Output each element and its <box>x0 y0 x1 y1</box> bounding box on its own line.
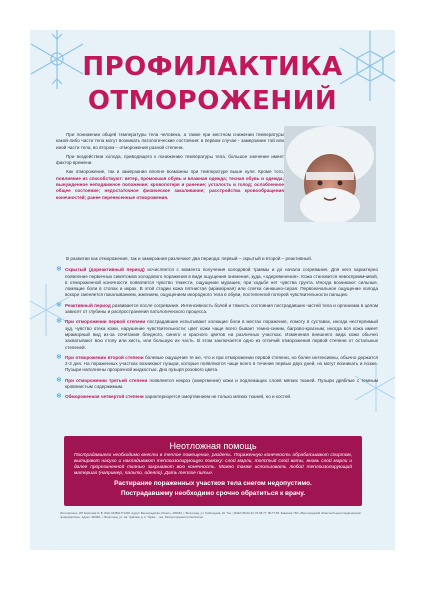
section-item <box>56 378 378 391</box>
section-text: характеризуется омертвением не только мягких тканей, но и костей. <box>145 394 292 400</box>
section-label: При отморожении третьей степени <box>65 377 148 383</box>
section-text: пострадавшие испытывают колющие боли в местах поражения, ломоту в суставах, иногда нестерпимый зуд, чувство отека кожи, нарушение чувствительности; цвет кожи чаще всего бывает темно-синим, багрово-красным; иногда вся кожа имеет мраморный вид из-за сочетания бледного, синего и красного цветов на различных участках. Изменения внешнего вида кожи обычно захватывают всю стопу или кисть, или большую их часть. В этом заключается одно из отличий отморожения первой степени от остальных степеней. <box>65 319 378 350</box>
emergency-title: Неотложная помощь <box>169 441 257 451</box>
section-label: При отморожении второй степени <box>65 354 144 360</box>
snowflake-bullet-icon: ❄ <box>56 318 62 326</box>
footer-imprint: Изготовитель: ИП Кирилова О. В. ИНН 344801771448. Адрес: Волгоградская область, 400064, г. Волгоград, ул. Грибоедова, 22. Тел.: (8442) 98-62-33, 97-98-77, 98-77-55. Заказчик: ГБУ «Волгоградский областной центр медицинской профилактики». Адрес: 400001, г. Волгоград, ул. им. Чуйкова, д. 2. Тираж ... экз. Распространяется бесплатно. <box>60 511 361 519</box>
section-item <box>56 394 378 400</box>
section-label: При отморожении первой степени <box>65 319 146 325</box>
emergency-warning: Пострадавшему необходимо срочно обратиться к врачу. <box>120 490 306 497</box>
snowflake-bullet-icon: ❄ <box>56 353 62 361</box>
intro-paragraph: При понижении общей температуры тела человека, а также при местном снижении температуры какой-либо части тела могут возникать патологические состояния: в первом случае - замерзание той или иной части тела, во втором – отморожения разной степени. <box>56 132 284 150</box>
intro-text <box>56 132 284 204</box>
section-label: Скрытый (дореактивный период) <box>65 267 145 273</box>
sections-text <box>56 256 378 405</box>
section-label: Обмороженная четвертой степени <box>65 394 144 400</box>
section-text: болевые ощущения те же, что и при отморожении первой степени, но более интенсивны, обычно держатся 2-3 дня. На пораженных участках возникают пузыри, которые появляются чаще всего в течение первых двух дней, но могут возникать и позже. Пузыри наполнены прозрачной жидкостью. Дно пузыря розового цвета. <box>65 354 378 373</box>
frozen-face-photo <box>284 126 376 222</box>
poster <box>30 30 395 550</box>
emergency-text: Пострадавшего необходимо внести в теплое помещение, раздеть. Пораженную конечность обрабатывают спиртом, вытирают насухо и накладывают теплоизолирующую повязку: слой марли, толстый слой ваты, вновь слой марли и далее прорезиненной тканью закрывают всю конечность. Можно также использовать любой теплоизолирующий материал (например, пальто, одеяло). Дать теплое питье. <box>74 453 352 476</box>
page-title-line1: ПРОФИЛАКТИКА <box>82 52 343 82</box>
section-item <box>56 267 378 298</box>
section-item <box>56 303 378 316</box>
risk-factors-text: повлияние из способствуют: ветер, промокшая обувь и влажная одежда; тесная обувь и одежда; вынужденное неподвижное положение; кровопотеря и ранение; усталость и голод; ослабленное общее состояние; недостаточное физическое закаливание; расстройства кровообращения конечностей; ранее перенесенные отморожения. <box>56 175 284 200</box>
section-item <box>56 319 378 350</box>
section-text: развивается после согревания. Интенсивность болей и тяжесть состояния пострадавших частей тела и организма в целом зависят от глубины и распространения патологического процесса. <box>65 302 379 315</box>
section-label: Реактивный период <box>65 302 111 308</box>
snowflake-bullet-icon: ❄ <box>56 393 62 401</box>
snowflake-bullet-icon: ❄ <box>56 266 62 274</box>
emergency-box <box>64 436 362 506</box>
section-text: появляется некроз (омертвение) кожи и подлежащих слоев мягких тканей. Пузыри дряблые с темным кровянистым содержимым. <box>65 377 378 390</box>
emergency-warning: Растирание пораженных участков тела снегом недопустимо. <box>114 480 312 487</box>
intro-paragraph: При воздействии холода, приводящего к понижению температуры тела, большое значение имеет фактор времени. <box>56 153 284 166</box>
page-title-line2: ОТМОРОЖЕНИЙ <box>87 86 338 116</box>
snowflake-bullet-icon: ❄ <box>56 376 62 384</box>
section-item <box>56 355 378 374</box>
intro-paragraph <box>56 169 284 200</box>
snowflake-bullet-icon: ❄ <box>56 301 62 309</box>
section-text: исчисляется с момента получения холодовой травмы и до начала согревания. Для него характерно появление первичных симптомов холодового поражения в виде ощущения онемения, зуда, «одеревенения». Кожа становится невосприимчивой, в отмороженной конечности появляется чувство тяжести, ощущение мурашек, при ходьбе нет чувства грунта. Иногда возникают сильные, ломящие боли в стопах и икрах. В этой стадии кожа пятнистая (мраморная) или слегка синюшно-серая. Первоначальное ощущение холода вскоре сменяется покалыванием, жжением, ощущением инородного тела в обуви, постепенной потерей чувствительности пальцев. <box>65 267 378 298</box>
intro-text-plain: Как отморожение, так и замерзание вполне возможны при температуре выше нуля. Кроме того, <box>66 169 284 175</box>
lead-text: В развитии как отморожения, так и замерзания различают два периода: первый – скрытый и второй – реактивный. <box>66 256 313 261</box>
